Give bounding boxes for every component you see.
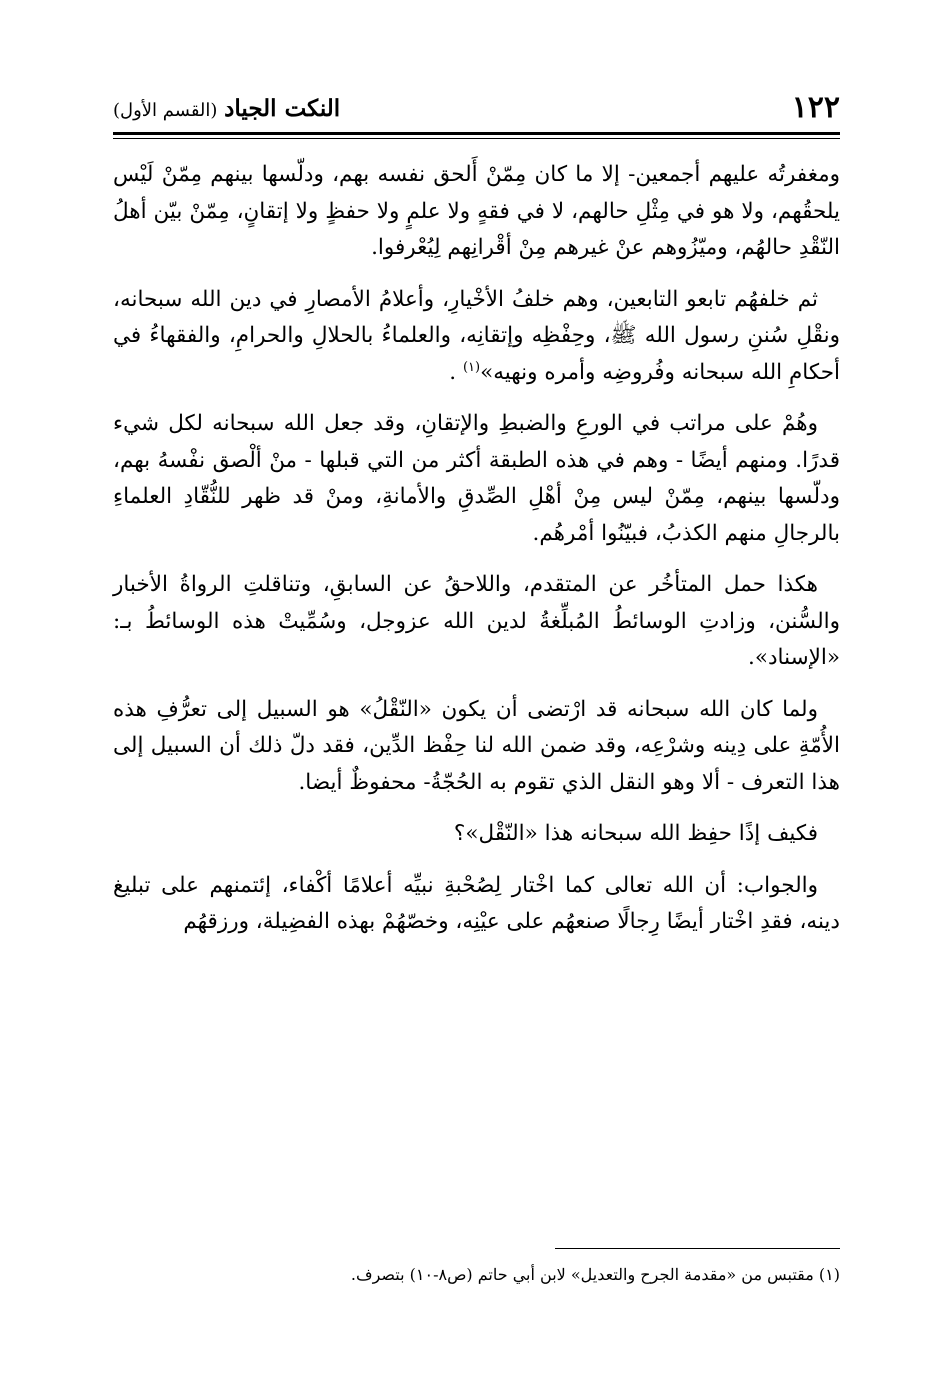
footnote: (١) مقتبس من «مقدمة الجرح والتعديل» لابن أبي حاتم (ص٨-١٠) بتصرف. bbox=[350, 1265, 840, 1284]
paragraph-2 bbox=[113, 282, 840, 392]
paragraph-6: فكيف إذًا حفِظ الله سبحانه هذا «النّقْل»؟ bbox=[453, 821, 818, 846]
header-rule-thick bbox=[113, 132, 840, 135]
main-text bbox=[113, 157, 840, 941]
footnote-separator bbox=[555, 1248, 840, 1249]
paragraph-4: هكذا حمل المتأخُر عن المتقدم، واللاحقُ عن السابقِ، وتناقلتِ الرواةُ الأخبار والسُّنن، وزادتِ الوسائطُ المُبلِّغةُ لدين الله عزوجل، وسُمِّيتْ هذه الوسائطُ بـ: «الإسناد». bbox=[113, 572, 840, 670]
header-rule-thin bbox=[113, 138, 840, 139]
book-page bbox=[113, 88, 840, 1328]
book-title: النكت الجياد bbox=[224, 95, 341, 122]
running-title bbox=[113, 94, 340, 126]
paragraph-3: وهُمْ على مراتب في الورعِ والضبطِ والإتقانِ، وقد جعل الله سبحانه لكل شيء قدرًا. ومنهم أيضًا - وهم في هذه الطبقة أكثر من التي قبلها - منْ ألْصق نفْسهُ بهم، ودلّسها بينهم، مِمّنْ ليس مِنْ أهْلِ الصِّدقِ والأمانةِ، ومنْ قد ظهر للنُّقّادِ العلماءِ بالرجالِ منهم الكذبُ، فبيّنُوا أمْرهُم. bbox=[113, 411, 840, 546]
paragraph-2-end: . bbox=[449, 359, 457, 385]
book-section: (القسم الأول) bbox=[113, 100, 218, 121]
paragraph-1: ومغفرتُه عليهم أجمعين- إلا ما كان مِمّنْ أَلحق نفسه بهم، ودلّسها بينهم مِمّنْ لَيْس يلحقُهم، ولا هو في مِثْلِ حالهم، لا في فقهٍ ولا علمٍ ولا حفظٍ ولا إتقانٍ، مِمّنْ بيّن أهلُ النّقْدِ حالهُم، وميّزُوهم عنْ غيرهم مِنْ أقْرانِهم لِيُعْرفوا. bbox=[113, 162, 840, 260]
paragraph-7: والجواب: أن الله تعالى كما اخْتار لِصُحْبةِ نبيِّه أعلامًا أكْفاء، إئتمنهم على تبليغ دينه، فقدِ اخْتار أيضًا رِجالًا صنعهُم على عيْنِه، وخصّهُمْ بهذه الفضِيلة، ورزقهُم bbox=[113, 872, 840, 934]
page-header bbox=[113, 88, 840, 132]
page-number: ١٢٢ bbox=[791, 90, 840, 125]
paragraph-5: ولما كان الله سبحانه قد ارْتضى أن يكون «النّقْلُ» هو السبيل إلى تعرُّفِ هذه الأُمّةِ على دِينه وشرْعِه، وقد ضمن الله لنا حِفْظ الدِّين، فقد دلّ ذلك أن السبيل إلى هذا التعرف - ألا وهو النقل الذي تقوم به الحُجّةُ- محفوظٌ أيضا. bbox=[113, 696, 840, 795]
footnote-reference: (١) bbox=[462, 359, 481, 375]
paragraph-2-text: ثم خلفهُم تابعو التابعين، وهم خلفُ الأخْيارِ، وأعلامُ الأمصارِ في دين الله سبحانه، ونقْلِ سُننِ رسول الله ﷺ، وحِفْظِه وإتقانِه، والعلماءُ بالحلالِ والحرامِ، والفقهاءُ في أحكامِ الله سبحانه وفُروضِه وأمره ونهيه» bbox=[113, 286, 840, 385]
